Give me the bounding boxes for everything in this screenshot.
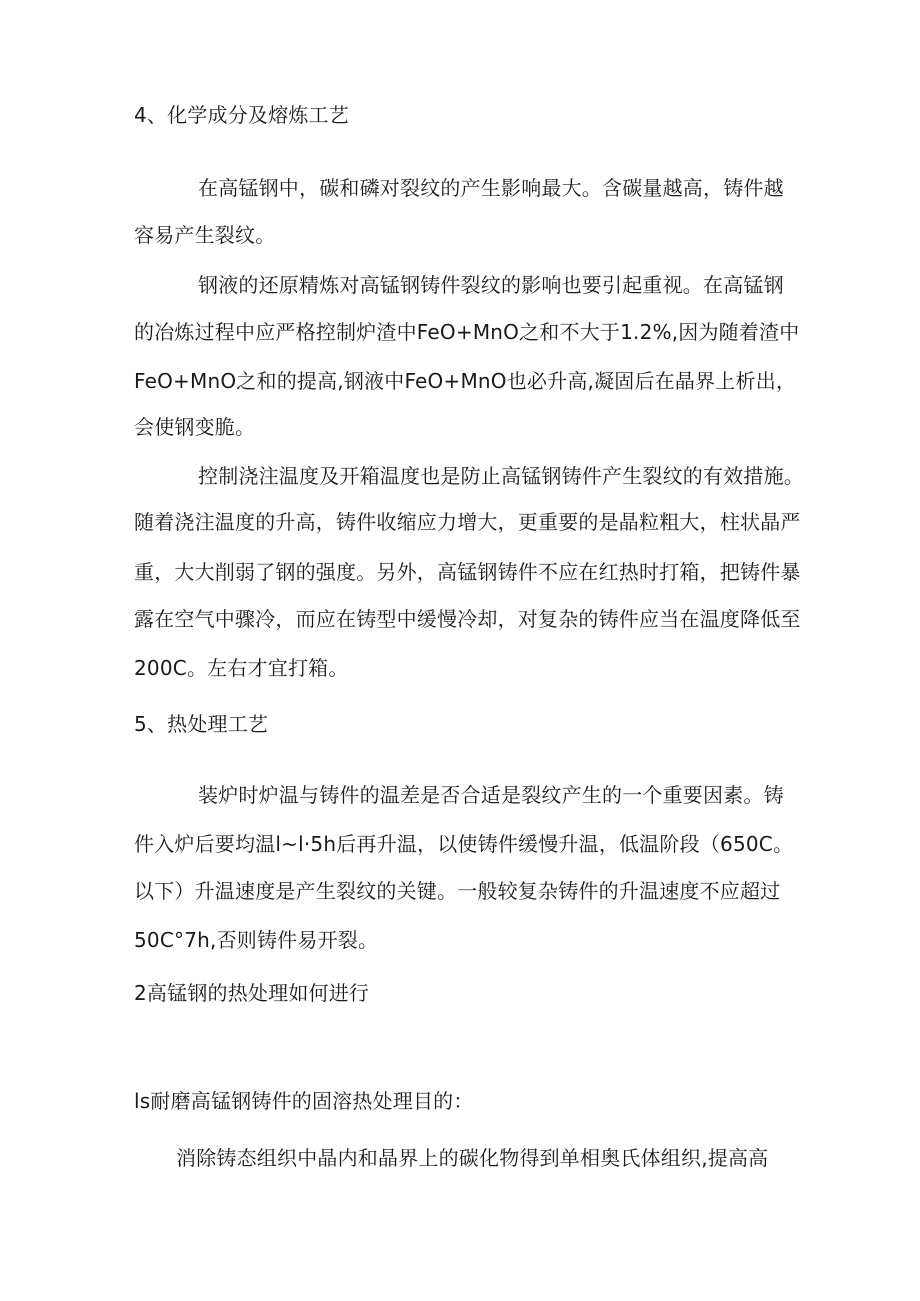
- paragraph-3-line-3: 重，大大削弱了钢的强度。另外，高锰钢铸件不应在红热时打箱，把铸件暴: [134, 560, 801, 584]
- paragraph-2-line-1: 钢液的还原精炼对高锰钢铸件裂纹的影响也要引起重视。在高锰钢: [198, 273, 784, 297]
- paragraph-3-line-1: 控制浇注温度及开箱温度也是防止高锰钢铸件产生裂纹的有效措施。: [198, 464, 804, 488]
- paragraph-4-line-4: 50C°7h,否则铸件易开裂。: [134, 928, 379, 952]
- paragraph-3-line-4: 露在空气中骤冷，而应在铸型中缓慢冷却，对复杂的铸件应当在温度降低至: [134, 607, 801, 631]
- paragraph-5-line-1: 消除铸态组织中晶内和晶界上的碳化物得到单相奥氏体组织,提高高: [176, 1146, 769, 1170]
- paragraph-1-line-1: 在高锰钢中，碳和磷对裂纹的产生影响最大。含碳量越高，铸件越: [198, 176, 784, 200]
- sub-heading: ls耐磨高锰钢铸件的固溶热处理目的：: [134, 1089, 474, 1113]
- paragraph-4-line-1: 装炉时炉温与铸件的温差是否合适是裂纹产生的一个重要因素。铸: [198, 783, 784, 807]
- section-5-heading: 5、热处理工艺: [134, 712, 269, 736]
- paragraph-2-line-4: 会使钢变脆。: [134, 415, 256, 439]
- paragraph-2-line-2: 的冶炼过程中应严格控制炉渣中FeO+MnO之和不大于1.2%,因为随着渣中: [134, 320, 800, 344]
- paragraph-1-line-2: 容易产生裂纹。: [134, 223, 276, 247]
- paragraph-3-line-2: 随着浇注温度的升高，铸件收缩应力增大，更重要的是晶粒粗大，柱状晶严: [134, 510, 801, 534]
- paragraph-4-line-2: 件入炉后要均温l~l·5h后再升温，以使铸件缓慢升温，低温阶段（650C。: [134, 832, 794, 856]
- question-heading: 2高锰钢的热处理如何进行: [134, 981, 370, 1005]
- paragraph-2-line-3: FeO+MnO之和的提高,钢液中FeO+MnO也必升高,凝固后在晶界上析出，: [134, 369, 797, 393]
- paragraph-4-line-3: 以下）升温速度是产生裂纹的关键。一般较复杂铸件的升温速度不应超过: [134, 879, 781, 903]
- paragraph-3-line-5: 200C。左右才宜打箱。: [134, 656, 349, 680]
- section-4-heading: 4、化学成分及熔炼工艺: [134, 103, 349, 127]
